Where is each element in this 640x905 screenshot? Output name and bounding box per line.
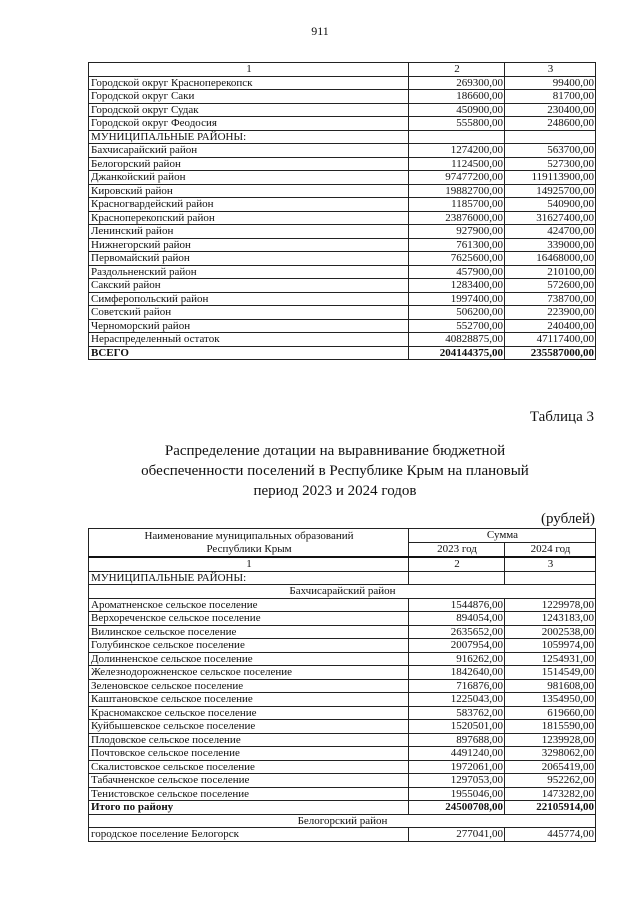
row-name: Бахчисарайский район — [89, 144, 409, 158]
table-row — [89, 693, 596, 707]
col-number-2: 2 — [409, 63, 505, 77]
row-name: МУНИЦИПАЛЬНЫЕ РАЙОНЫ: — [89, 130, 409, 144]
value-col-2: 2635652,00 — [409, 625, 505, 639]
value-col-2: 761300,00 — [409, 238, 505, 252]
value-col-2: 1520501,00 — [409, 720, 505, 734]
row-name: Джанкойский район — [89, 171, 409, 185]
row-name: Сакский район — [89, 279, 409, 293]
value-col-2: 186600,00 — [409, 90, 505, 104]
value-col-2: 269300,00 — [409, 76, 505, 90]
row-name: Итого по району — [89, 801, 409, 815]
value-col-2: 716876,00 — [409, 679, 505, 693]
value-col-3: 235587000,00 — [505, 346, 596, 360]
row-name: Верхореченское сельское поселение — [89, 612, 409, 626]
row-name: Красноперекопский район — [89, 211, 409, 225]
value-col-3: 22105914,00 — [505, 801, 596, 815]
value-col-3: 1254931,00 — [505, 652, 596, 666]
row-name: Красномакское сельское поселение — [89, 706, 409, 720]
row-name: Городской округ Красноперекопск — [89, 76, 409, 90]
value-col-2: 927900,00 — [409, 225, 505, 239]
row-name: Ароматненское сельское поселение — [89, 598, 409, 612]
col-number-1: 1 — [89, 63, 409, 77]
value-col-3: 1239928,00 — [505, 733, 596, 747]
value-col-3: 119113900,00 — [505, 171, 596, 185]
row-name: Почтовское сельское поселение — [89, 747, 409, 761]
value-col-2: 2007954,00 — [409, 639, 505, 653]
value-col-3: 572600,00 — [505, 279, 596, 293]
value-col-3: 527300,00 — [505, 157, 596, 171]
table-row — [89, 319, 596, 333]
row-name: Белогорский район — [89, 157, 409, 171]
column-number-row — [89, 63, 596, 77]
value-col-2: 894054,00 — [409, 612, 505, 626]
table-row — [89, 625, 596, 639]
title-line: обеспеченности поселений в Республике Крым на плановый — [141, 463, 529, 479]
value-col-3 — [505, 130, 596, 144]
row-name: Первомайский район — [89, 252, 409, 266]
row-name: Куйбышевское сельское поселение — [89, 720, 409, 734]
value-col-3: 339000,00 — [505, 238, 596, 252]
table-row — [89, 652, 596, 666]
table-row — [89, 787, 596, 801]
row-name: Советский район — [89, 306, 409, 320]
col-number-3: 3 — [505, 557, 596, 571]
row-name: Симферопольский район — [89, 292, 409, 306]
row-name: Нижнегорский район — [89, 238, 409, 252]
value-col-3: 47117400,00 — [505, 333, 596, 347]
row-name: Раздольненский район — [89, 265, 409, 279]
value-col-2: 1225043,00 — [409, 693, 505, 707]
value-col-3: 619660,00 — [505, 706, 596, 720]
district-row — [89, 814, 596, 828]
name-column-header — [89, 529, 409, 558]
header-line: Наименование муниципальных образований — [144, 529, 354, 542]
unit-label: (рублей) — [540, 511, 595, 527]
table-row — [89, 828, 596, 842]
table-row — [89, 238, 596, 252]
value-col-2: 1185700,00 — [409, 198, 505, 212]
table-row — [89, 679, 596, 693]
table-row — [89, 157, 596, 171]
row-name: Черноморский район — [89, 319, 409, 333]
value-col-2: 552700,00 — [409, 319, 505, 333]
title-line: период 2023 и 2024 годов — [253, 483, 417, 499]
table-row — [89, 639, 596, 653]
row-name: Нераспределенный остаток — [89, 333, 409, 347]
table-row — [89, 666, 596, 680]
value-col-3: 981608,00 — [505, 679, 596, 693]
value-col-3: 81700,00 — [505, 90, 596, 104]
district-label: Белогорский район — [89, 814, 596, 828]
section-row — [89, 571, 596, 585]
value-col-3: 1243183,00 — [505, 612, 596, 626]
value-col-3: 1473282,00 — [505, 787, 596, 801]
value-col-2: 7625600,00 — [409, 252, 505, 266]
value-col-2: 204144375,00 — [409, 346, 505, 360]
value-col-2: 1972061,00 — [409, 760, 505, 774]
total-row — [89, 801, 596, 815]
value-col-2: 19882700,00 — [409, 184, 505, 198]
row-name: Табачненское сельское поселение — [89, 774, 409, 788]
value-col-2: 916262,00 — [409, 652, 505, 666]
table-row — [89, 90, 596, 104]
value-col-2: 450900,00 — [409, 103, 505, 117]
row-name: Городской округ Феодосия — [89, 117, 409, 131]
value-col-2: 506200,00 — [409, 306, 505, 320]
value-col-3: 99400,00 — [505, 76, 596, 90]
value-col-3: 240400,00 — [505, 319, 596, 333]
value-col-3: 952262,00 — [505, 774, 596, 788]
value-col-3: 14925700,00 — [505, 184, 596, 198]
table-row — [89, 612, 596, 626]
table-row — [89, 292, 596, 306]
value-col-3: 1059974,00 — [505, 639, 596, 653]
table-row — [89, 306, 596, 320]
total-row — [89, 346, 596, 360]
value-col-3: 445774,00 — [505, 828, 596, 842]
row-name: Долинненское сельское поселение — [89, 652, 409, 666]
value-col-2: 1842640,00 — [409, 666, 505, 680]
value-col-2: 1297053,00 — [409, 774, 505, 788]
col-number-3: 3 — [505, 63, 596, 77]
value-col-3: 16468000,00 — [505, 252, 596, 266]
table-row — [89, 279, 596, 293]
row-name: городское поселение Белогорск — [89, 828, 409, 842]
value-col-2: 24500708,00 — [409, 801, 505, 815]
value-col-2 — [409, 130, 505, 144]
col-number-1: 1 — [89, 557, 409, 571]
table-row — [89, 184, 596, 198]
value-col-3: 1354950,00 — [505, 693, 596, 707]
table-row — [89, 198, 596, 212]
value-col-3: 738700,00 — [505, 292, 596, 306]
value-col-2: 555800,00 — [409, 117, 505, 131]
row-name: Городской округ Судак — [89, 103, 409, 117]
value-col-2: 1544876,00 — [409, 598, 505, 612]
value-col-2: 583762,00 — [409, 706, 505, 720]
row-name: Голубинское сельское поселение — [89, 639, 409, 653]
value-col-2: 1955046,00 — [409, 787, 505, 801]
row-name: Городской округ Саки — [89, 90, 409, 104]
value-col-3: 31627400,00 — [505, 211, 596, 225]
value-col-3: 1815590,00 — [505, 720, 596, 734]
row-name: Скалистовское сельское поселение — [89, 760, 409, 774]
row-name: Красногвардейский район — [89, 198, 409, 212]
table-row — [89, 774, 596, 788]
row-name: Каштановское сельское поселение — [89, 693, 409, 707]
empty-cell — [409, 571, 505, 585]
year-2024-header: 2024 год — [505, 542, 596, 557]
table-row — [89, 144, 596, 158]
row-name: Вилинское сельское поселение — [89, 625, 409, 639]
row-name: Зеленовское сельское поселение — [89, 679, 409, 693]
table-title — [120, 441, 550, 501]
table-row — [89, 76, 596, 90]
value-col-2: 97477200,00 — [409, 171, 505, 185]
value-col-2: 1124500,00 — [409, 157, 505, 171]
row-name: Кировский район — [89, 184, 409, 198]
value-col-3: 223900,00 — [505, 306, 596, 320]
table-row — [89, 171, 596, 185]
col-number-2: 2 — [409, 557, 505, 571]
value-col-3: 230400,00 — [505, 103, 596, 117]
value-col-2: 1997400,00 — [409, 292, 505, 306]
value-col-3: 2002538,00 — [505, 625, 596, 639]
table-row — [89, 225, 596, 239]
table-row — [89, 760, 596, 774]
row-name: Тенистовское сельское поселение — [89, 787, 409, 801]
table-row — [89, 130, 596, 144]
value-col-3: 2065419,00 — [505, 760, 596, 774]
row-name: Ленинский район — [89, 225, 409, 239]
sum-header: Сумма — [409, 529, 596, 543]
value-col-3: 424700,00 — [505, 225, 596, 239]
section-label: МУНИЦИПАЛЬНЫЕ РАЙОНЫ: — [89, 571, 409, 585]
value-col-2: 1283400,00 — [409, 279, 505, 293]
value-col-3: 563700,00 — [505, 144, 596, 158]
year-2023-header: 2023 год — [409, 542, 505, 557]
value-col-2: 457900,00 — [409, 265, 505, 279]
table-row — [89, 733, 596, 747]
value-col-2: 40828875,00 — [409, 333, 505, 347]
table-row — [89, 706, 596, 720]
value-col-2: 1274200,00 — [409, 144, 505, 158]
header-line: Республики Крым — [206, 542, 292, 555]
value-col-2: 23876000,00 — [409, 211, 505, 225]
table-row — [89, 117, 596, 131]
value-col-3: 3298062,00 — [505, 747, 596, 761]
table-row — [89, 720, 596, 734]
value-col-3: 540900,00 — [505, 198, 596, 212]
table-row — [89, 265, 596, 279]
row-name: Железнодорожненское сельское поселение — [89, 666, 409, 680]
page-number: 911 — [311, 24, 329, 38]
value-col-2: 4491240,00 — [409, 747, 505, 761]
table-row — [89, 211, 596, 225]
value-col-3: 1229978,00 — [505, 598, 596, 612]
value-col-3: 210100,00 — [505, 265, 596, 279]
district-row — [89, 585, 596, 599]
table-row — [89, 103, 596, 117]
title-line: Распределение дотации на выравнивание бюджетной — [164, 443, 506, 459]
value-col-3: 1514549,00 — [505, 666, 596, 680]
value-col-2: 277041,00 — [409, 828, 505, 842]
value-col-2: 897688,00 — [409, 733, 505, 747]
table-row — [89, 252, 596, 266]
table-row — [89, 747, 596, 761]
row-name: Плодовское сельское поселение — [89, 733, 409, 747]
row-name: ВСЕГО — [89, 346, 409, 360]
table-label: Таблица 3 — [529, 409, 594, 425]
empty-cell — [505, 571, 596, 585]
table-row — [89, 598, 596, 612]
column-number-row — [89, 557, 596, 571]
district-label: Бахчисарайский район — [89, 585, 596, 599]
value-col-3: 248600,00 — [505, 117, 596, 131]
dotation-table-continued — [88, 62, 596, 360]
settlements-dotation-table — [88, 528, 596, 842]
header-row — [89, 529, 596, 543]
table-row — [89, 333, 596, 347]
